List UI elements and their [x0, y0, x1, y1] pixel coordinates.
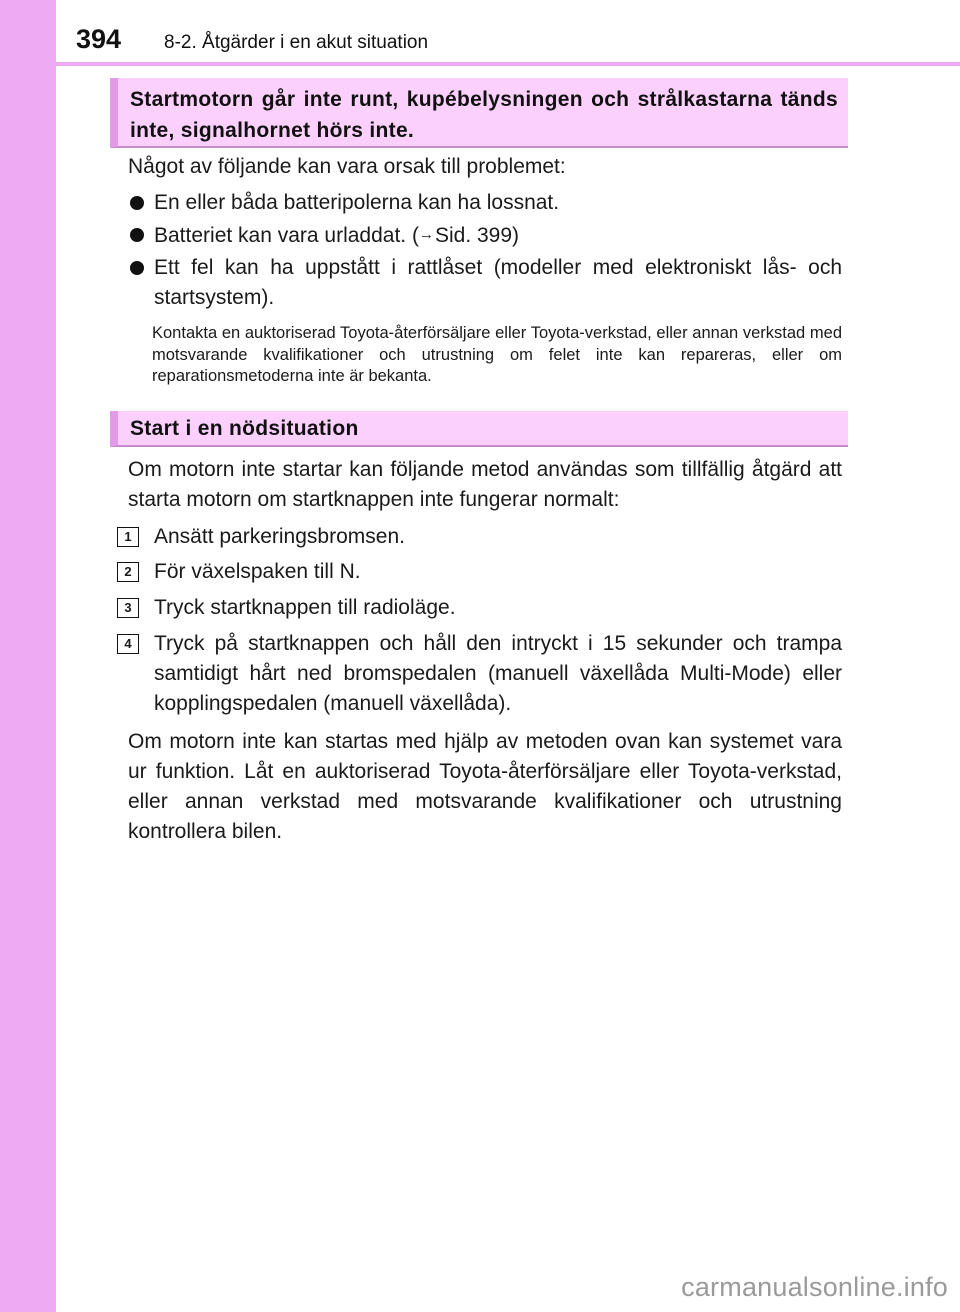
step-number-badge: 3 [117, 598, 139, 618]
step-number-badge: 4 [117, 634, 139, 654]
page-number: 394 [76, 24, 122, 54]
list-item-text [154, 220, 842, 251]
step-text: Tryck startknappen till radioläge. [154, 596, 456, 619]
section-heading-startmotor: Startmotorn går inte runt, kupébelysningen och strålkastarna tänds inte, signalhornet hörs inte. [110, 78, 848, 148]
step-number-badge: 2 [117, 562, 139, 582]
header-divider [56, 62, 960, 66]
list-item-text-after: ) [512, 224, 520, 247]
step-text: Tryck på startknappen och håll den intryckt i 15 sekunder och trampa samtidigt hårt ned bromspedalen (manuell växellåda Multi-Mode) eller kopplingspedalen (manuell växellåda). [154, 632, 842, 715]
site-watermark: carmanualsonline.info [681, 1272, 948, 1302]
bullet-icon [130, 196, 144, 210]
page-reference-link[interactable]: Sid. 399 [434, 224, 513, 247]
section-heading-emergency-start: Start i en nödsituation [110, 411, 848, 447]
chapter-section-label: 8-2. Åtgärder i en akut situation [164, 32, 429, 53]
bullet-icon [130, 261, 144, 275]
intro-paragraph: Något av följande kan vara orsak till problemet: [128, 155, 566, 178]
service-note: Kontakta en auktoriserad Toyota-återförsäljare eller Toyota-verkstad, eller annan verkstad med motsvarande kvalifikationer och utrustning om felet inte kan repareras, eller om reparationsmetoderna inte är bekanta. [152, 324, 842, 385]
arrow-right-icon: → [418, 226, 434, 243]
list-item-text: En eller båda batteripolerna kan ha lossnat. [154, 191, 560, 214]
emergency-intro-paragraph: Om motorn inte startar kan följande metod användas som tillfällig åtgärd att starta motorn om startknappen inte fungerar normalt: [128, 458, 842, 511]
bullet-icon [130, 228, 144, 242]
step-text: Ansätt parkeringsbromsen. [154, 525, 405, 548]
step-number-badge: 1 [117, 527, 139, 547]
list-item-text-before: Batteriet kan vara urladdat. ( [154, 224, 419, 247]
closing-paragraph: Om motorn inte kan startas med hjälp av metoden ovan kan systemet vara ur funktion. Låt en auktoriserad Toyota-återförsäljare eller Toyota-verkstad, eller annan verkstad med motsvarande kvalifikationer och utrustning kontrollera bilen. [128, 730, 842, 843]
step-text: För växelspaken till N. [154, 560, 361, 583]
list-item-text: Ett fel kan ha uppstått i rattlåset (modeller med elektroniskt lås- och startsystem). [154, 256, 842, 309]
side-color-strip [0, 0, 56, 1312]
